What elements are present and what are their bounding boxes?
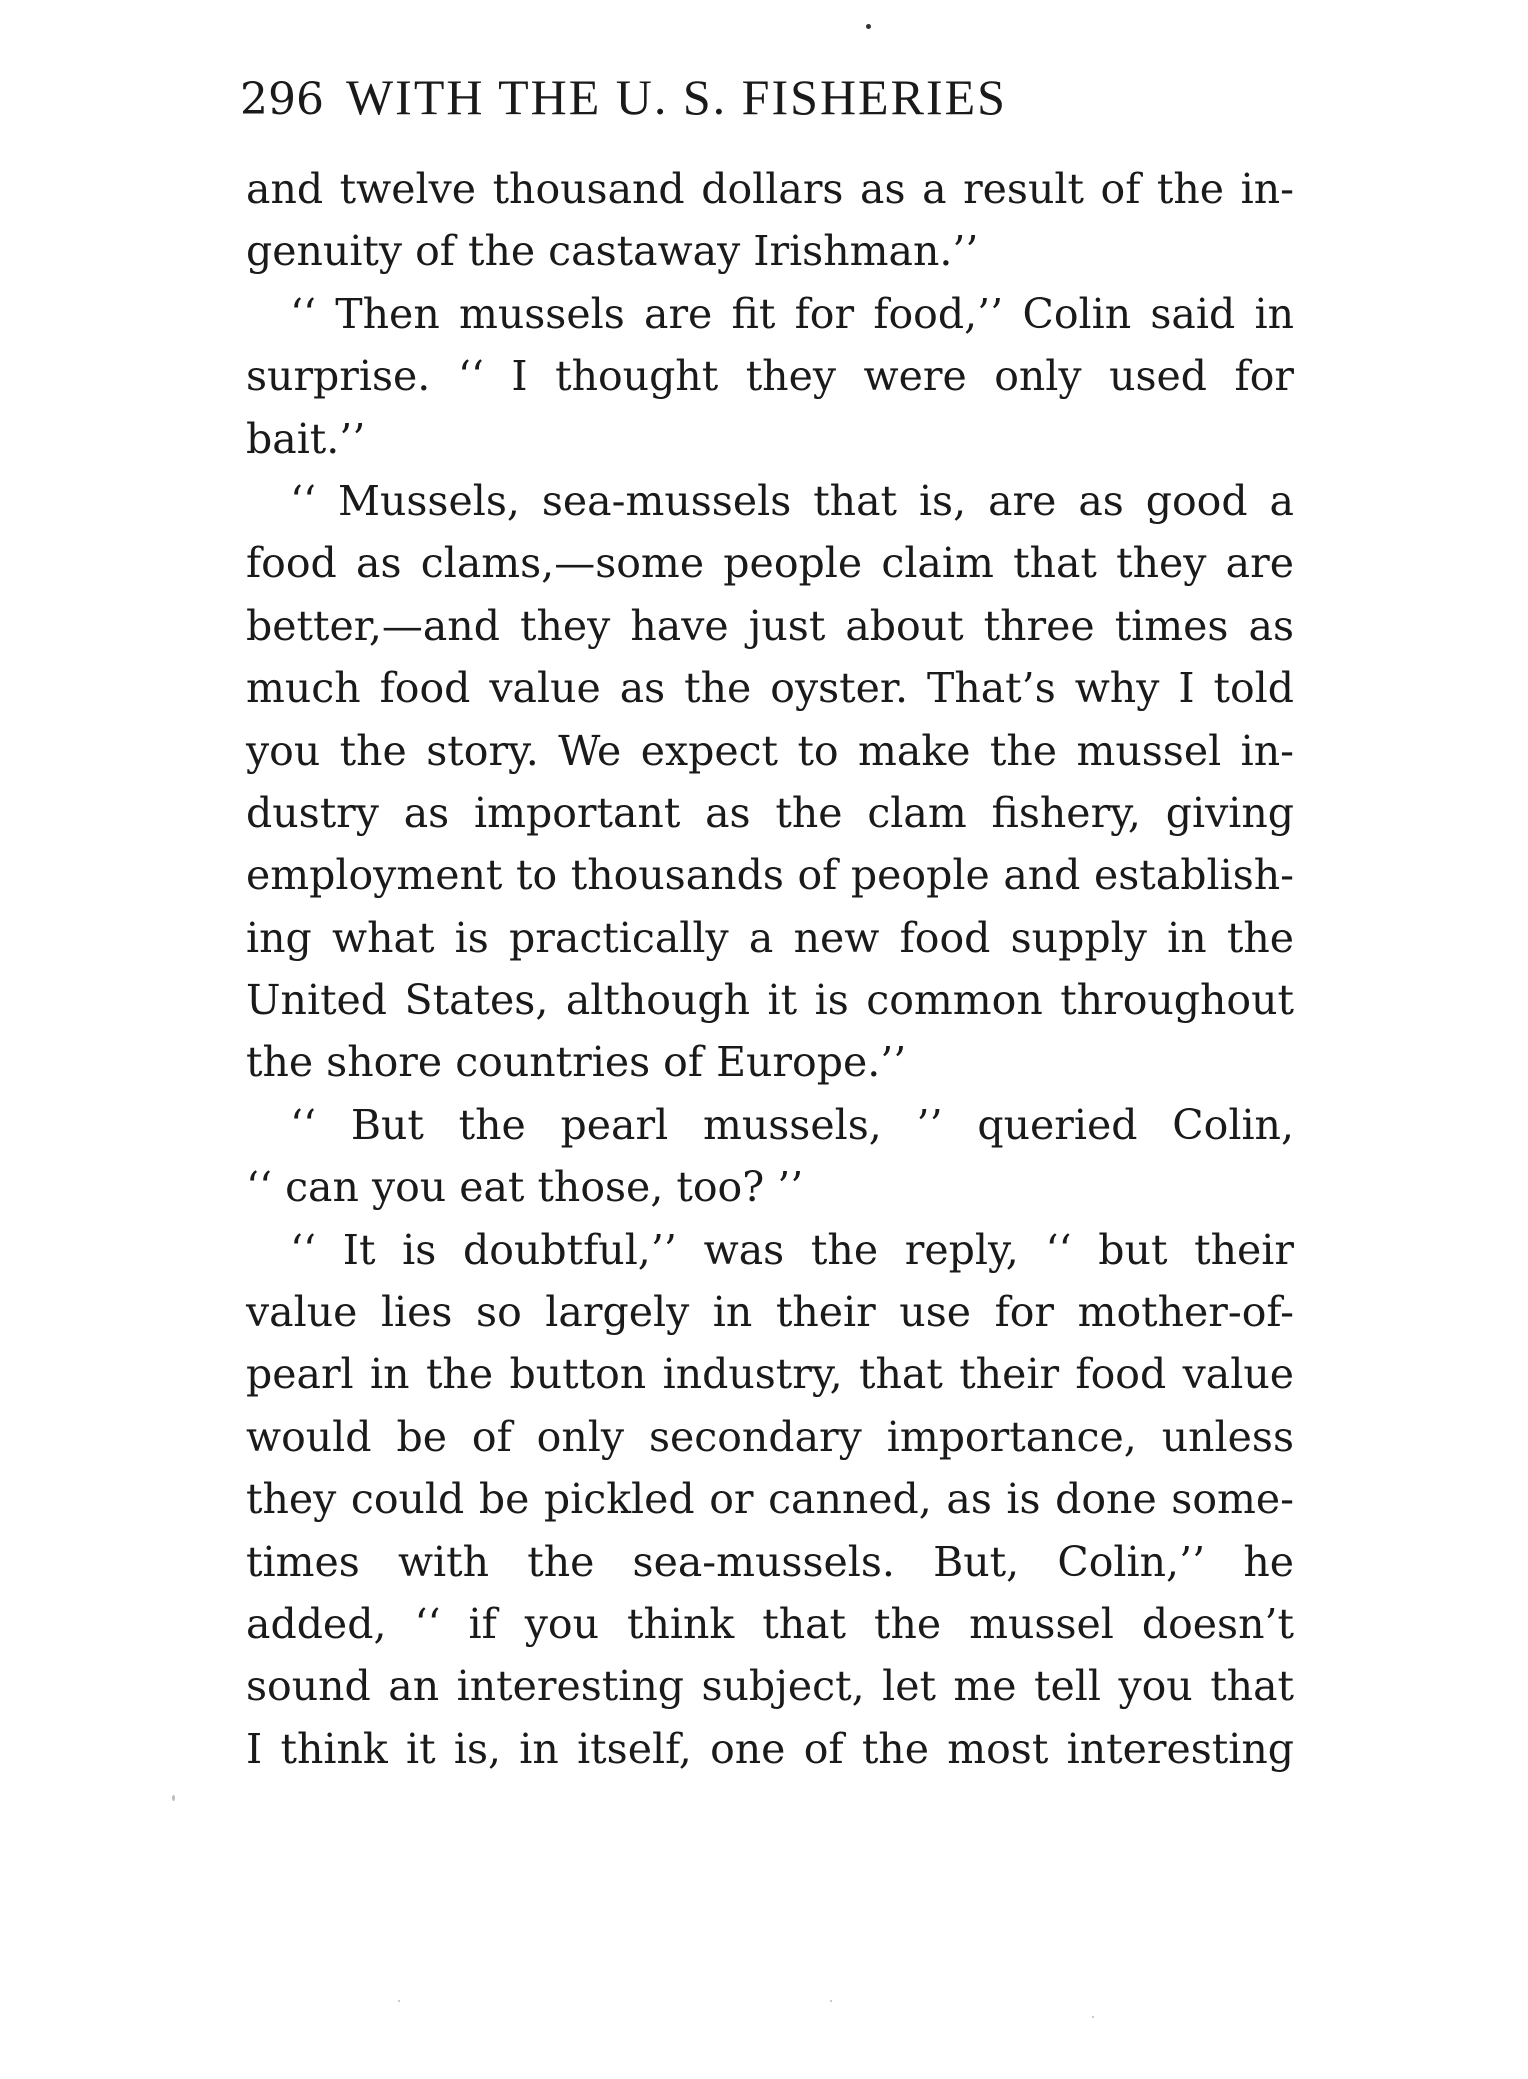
paper-speck — [172, 1795, 175, 1801]
paper-speck — [1092, 2016, 1094, 2018]
text-line: employment to thousands of people and establish- — [246, 851, 1294, 900]
paper-speck — [398, 2000, 400, 2002]
text-line: genuity of the castaway Irishman.’’ — [246, 227, 979, 276]
text-line: they could be pickled or canned, as is done some- — [246, 1475, 1294, 1524]
text-line: pearl in the button industry, that their food value — [246, 1350, 1294, 1399]
text-line: added, ‘‘ if you think that the mussel doesn’t — [246, 1599, 1294, 1648]
text-line: ‘‘ It is doubtful,’’ was the reply, ‘‘ but their — [290, 1225, 1294, 1274]
text-line: bait.’’ — [246, 414, 366, 463]
text-line: dustry as important as the clam fishery, giving — [246, 788, 1294, 837]
body-text — [246, 158, 1294, 1780]
top-dot-mark — [866, 24, 871, 29]
text-line: I think it is, in itself, one of the most interesting — [246, 1724, 1294, 1773]
text-line: ‘‘ Then mussels are fit for food,’’ Colin said in — [290, 289, 1294, 338]
text-line: ing what is practically a new food supply in the — [246, 913, 1294, 962]
running-header — [240, 68, 1290, 126]
text-line: would be of only secondary importance, unless — [246, 1412, 1294, 1461]
text-line: food as clams,—some people claim that they are — [246, 539, 1294, 588]
text-line: ‘‘ can you eat those, too? ’’ — [246, 1163, 804, 1212]
text-line: the shore countries of Europe.’’ — [246, 1038, 907, 1087]
text-line: you the story. We expect to make the mussel in- — [246, 726, 1294, 775]
paper-speck — [830, 2000, 832, 2002]
text-line: value lies so largely in their use for mother-of- — [246, 1288, 1294, 1337]
text-line: and twelve thousand dollars as a result of the in- — [246, 165, 1294, 213]
text-line: ‘‘ But the pearl mussels, ’’ queried Colin, — [290, 1100, 1294, 1149]
text-line: surprise. ‘‘ I thought they were only used for — [246, 352, 1294, 401]
text-line: times with the sea-mussels. But, Colin,’’ he — [246, 1537, 1294, 1586]
page-number: 296 — [240, 74, 324, 125]
text-line: better,—and they have just about three times as — [246, 601, 1294, 650]
text-line: United States, although it is common throughout — [246, 976, 1294, 1025]
text-line: ‘‘ Mussels, sea-mussels that is, are as good a — [290, 476, 1294, 525]
running-title: WITH THE U. S. FISHERIES — [345, 69, 1007, 125]
text-line: much food value as the oyster. That’s why I told — [246, 664, 1294, 713]
text-line: sound an interesting subject, let me tell you that — [246, 1662, 1294, 1711]
